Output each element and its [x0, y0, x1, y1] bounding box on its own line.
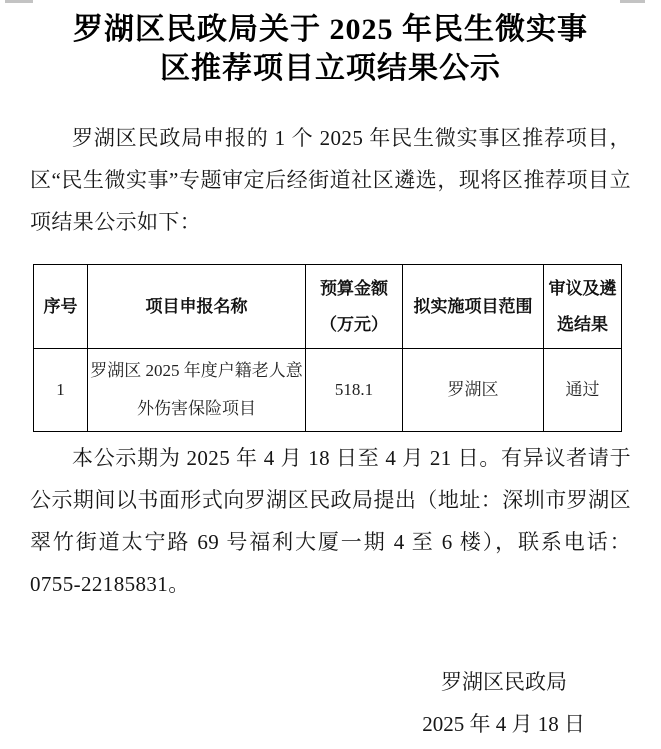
cell-index: 1 [34, 349, 88, 432]
col-header-result: 审议及遴选结果 [544, 265, 622, 349]
intro-paragraph: 罗湖区民政局申报的 1 个 2025 年民生微实事区推荐项目，区“民生微实事”专题审定后经街道社区遴选，现将区推荐项目立项结果公示如下： [30, 126, 631, 234]
document-title-line1: 罗湖区民政局关于 2025 年民生微实事 [73, 13, 588, 46]
cell-project-name: 罗湖区 2025 年度户籍老人意外伤害保险项目 [88, 349, 306, 432]
signature-date: 2025 年 4 月 18 日 [422, 712, 585, 736]
closing-paragraph: 本公示期为 2025 年 4 月 18 日至 4 月 21 日。有异议者请于公示期间以书面形式向罗湖区民政局提出（地址：深圳市罗湖区翠竹街道太宁路 69 号福利大厦一期 4 至 6 楼），联系电话：0755-22185831。 [30, 446, 631, 596]
project-result-table [33, 264, 622, 432]
cell-result: 通过 [544, 349, 622, 432]
col-header-index: 序号 [34, 265, 88, 349]
signature-organization: 罗湖区民政局 [441, 670, 567, 694]
col-header-budget: 预算金额（万元） [306, 265, 403, 349]
signature-block [30, 661, 631, 745]
document-title-line2: 区推荐项目立项结果公示 [160, 52, 501, 85]
cell-scope: 罗湖区 [403, 349, 544, 432]
document-title [30, 0, 631, 88]
scan-artifact-top-left [5, 0, 33, 3]
cell-budget: 518.1 [306, 349, 403, 432]
col-header-project: 项目申报名称 [88, 265, 306, 349]
table-row [34, 349, 622, 432]
col-header-scope: 拟实施项目范围 [403, 265, 544, 349]
scan-artifact-top-right [620, 0, 645, 3]
table-header-row [34, 265, 622, 349]
